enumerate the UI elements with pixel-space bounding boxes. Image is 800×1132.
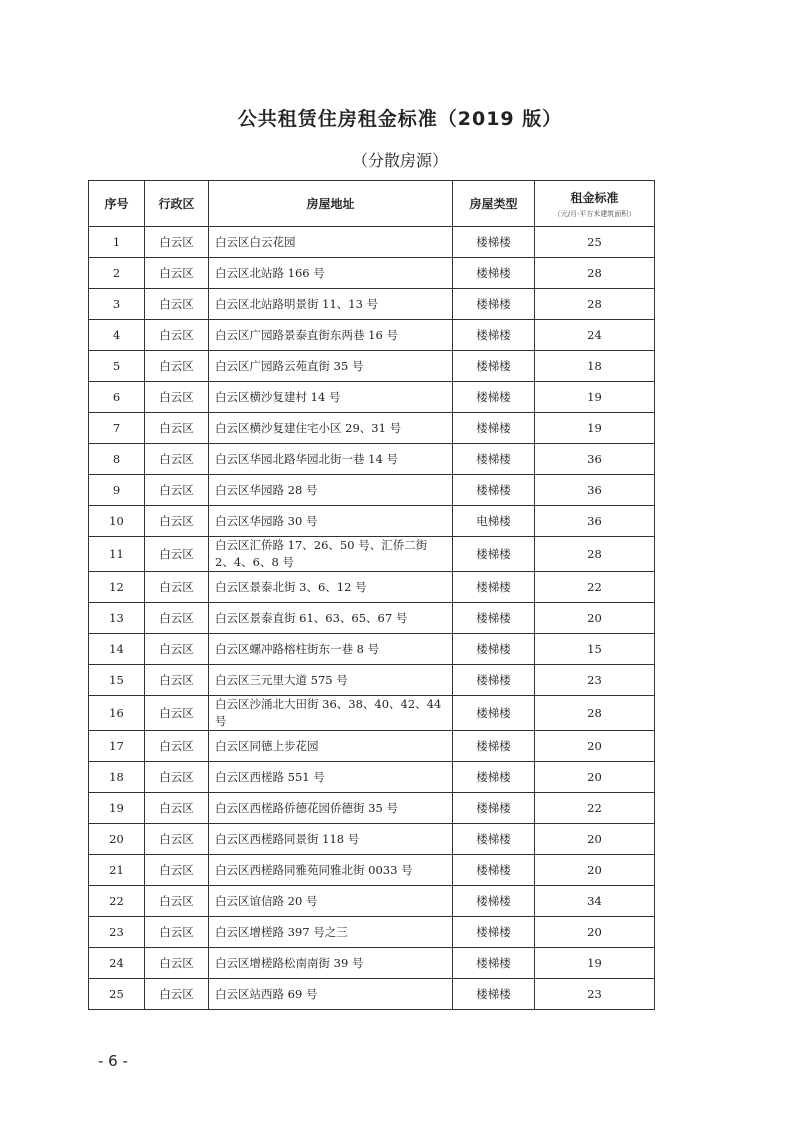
cell-address: 白云区同德上步花园 xyxy=(209,731,453,762)
cell-district: 白云区 xyxy=(145,979,209,1010)
cell-rent: 28 xyxy=(535,289,655,320)
cell-seq: 11 xyxy=(89,537,145,572)
table-row xyxy=(89,258,655,289)
cell-address: 白云区增槎路 397 号之三 xyxy=(209,917,453,948)
cell-seq: 4 xyxy=(89,320,145,351)
header-seq: 序号 xyxy=(89,181,145,227)
header-district: 行政区 xyxy=(145,181,209,227)
cell-address: 白云区三元里大道 575 号 xyxy=(209,665,453,696)
cell-district: 白云区 xyxy=(145,917,209,948)
page-number: - 6 - xyxy=(98,1052,128,1070)
table-row xyxy=(89,475,655,506)
cell-district: 白云区 xyxy=(145,227,209,258)
cell-rent: 36 xyxy=(535,506,655,537)
table-row xyxy=(89,413,655,444)
table-row xyxy=(89,444,655,475)
cell-type: 楼梯楼 xyxy=(453,289,535,320)
cell-district: 白云区 xyxy=(145,537,209,572)
table-row xyxy=(89,382,655,413)
cell-address: 白云区增槎路松南南街 39 号 xyxy=(209,948,453,979)
cell-rent: 22 xyxy=(535,793,655,824)
cell-rent: 22 xyxy=(535,572,655,603)
cell-district: 白云区 xyxy=(145,886,209,917)
cell-type: 楼梯楼 xyxy=(453,917,535,948)
cell-seq: 13 xyxy=(89,603,145,634)
cell-address: 白云区广园路云苑直街 35 号 xyxy=(209,351,453,382)
cell-type: 楼梯楼 xyxy=(453,731,535,762)
cell-seq: 3 xyxy=(89,289,145,320)
cell-seq: 2 xyxy=(89,258,145,289)
cell-district: 白云区 xyxy=(145,855,209,886)
table-row xyxy=(89,537,655,572)
table-row xyxy=(89,979,655,1010)
cell-type: 楼梯楼 xyxy=(453,572,535,603)
cell-address: 白云区华园北路华园北街一巷 14 号 xyxy=(209,444,453,475)
cell-address: 白云区白云花园 xyxy=(209,227,453,258)
table-row xyxy=(89,351,655,382)
cell-district: 白云区 xyxy=(145,475,209,506)
cell-rent: 23 xyxy=(535,979,655,1010)
cell-district: 白云区 xyxy=(145,793,209,824)
table-row xyxy=(89,793,655,824)
table-row xyxy=(89,572,655,603)
cell-rent: 20 xyxy=(535,762,655,793)
cell-type: 楼梯楼 xyxy=(453,696,535,731)
cell-type: 楼梯楼 xyxy=(453,351,535,382)
table-row xyxy=(89,696,655,731)
cell-seq: 24 xyxy=(89,948,145,979)
cell-type: 楼梯楼 xyxy=(453,634,535,665)
document-title: 公共租赁住房租金标准（2019 版） xyxy=(237,108,563,130)
cell-rent: 20 xyxy=(535,603,655,634)
header-rent-unit: （元/月·平方米建筑面积） xyxy=(553,209,636,218)
table-row xyxy=(89,886,655,917)
cell-address: 白云区西槎路 551 号 xyxy=(209,762,453,793)
cell-district: 白云区 xyxy=(145,351,209,382)
cell-rent: 20 xyxy=(535,731,655,762)
cell-type: 楼梯楼 xyxy=(453,855,535,886)
cell-seq: 12 xyxy=(89,572,145,603)
cell-type: 电梯楼 xyxy=(453,506,535,537)
cell-seq: 7 xyxy=(89,413,145,444)
cell-district: 白云区 xyxy=(145,634,209,665)
cell-seq: 22 xyxy=(89,886,145,917)
table-row xyxy=(89,855,655,886)
cell-address: 白云区广园路景泰直街东两巷 16 号 xyxy=(209,320,453,351)
cell-seq: 23 xyxy=(89,917,145,948)
cell-seq: 5 xyxy=(89,351,145,382)
cell-type: 楼梯楼 xyxy=(453,824,535,855)
table-row xyxy=(89,762,655,793)
cell-type: 楼梯楼 xyxy=(453,665,535,696)
cell-district: 白云区 xyxy=(145,603,209,634)
cell-address: 白云区西槎路同雅苑同雅北街 0033 号 xyxy=(209,855,453,886)
cell-seq: 18 xyxy=(89,762,145,793)
cell-type: 楼梯楼 xyxy=(453,886,535,917)
cell-seq: 20 xyxy=(89,824,145,855)
cell-rent: 19 xyxy=(535,382,655,413)
header-address: 房屋地址 xyxy=(209,181,453,227)
table-row xyxy=(89,320,655,351)
table-row xyxy=(89,603,655,634)
cell-type: 楼梯楼 xyxy=(453,320,535,351)
cell-type: 楼梯楼 xyxy=(453,948,535,979)
cell-rent: 20 xyxy=(535,917,655,948)
cell-district: 白云区 xyxy=(145,382,209,413)
cell-address: 白云区华园路 30 号 xyxy=(209,506,453,537)
cell-district: 白云区 xyxy=(145,572,209,603)
rent-table xyxy=(88,180,655,1010)
cell-district: 白云区 xyxy=(145,824,209,855)
cell-district: 白云区 xyxy=(145,762,209,793)
cell-type: 楼梯楼 xyxy=(453,258,535,289)
cell-address: 白云区西槎路侨德花园侨德街 35 号 xyxy=(209,793,453,824)
cell-rent: 28 xyxy=(535,537,655,572)
cell-type: 楼梯楼 xyxy=(453,979,535,1010)
cell-address: 白云区站西路 69 号 xyxy=(209,979,453,1010)
cell-address: 白云区华园路 28 号 xyxy=(209,475,453,506)
table-row xyxy=(89,824,655,855)
document-subtitle: （分散房源） xyxy=(351,151,448,170)
cell-type: 楼梯楼 xyxy=(453,227,535,258)
cell-rent: 34 xyxy=(535,886,655,917)
cell-address: 白云区北站路 166 号 xyxy=(209,258,453,289)
cell-district: 白云区 xyxy=(145,289,209,320)
cell-address: 白云区谊信路 20 号 xyxy=(209,886,453,917)
cell-address: 白云区横沙复建村 14 号 xyxy=(209,382,453,413)
cell-district: 白云区 xyxy=(145,506,209,537)
cell-rent: 18 xyxy=(535,351,655,382)
cell-rent: 28 xyxy=(535,696,655,731)
cell-rent: 24 xyxy=(535,320,655,351)
cell-address: 白云区景泰直街 61、63、65、67 号 xyxy=(209,603,453,634)
cell-rent: 23 xyxy=(535,665,655,696)
cell-rent: 25 xyxy=(535,227,655,258)
table-row xyxy=(89,731,655,762)
cell-district: 白云区 xyxy=(145,731,209,762)
cell-district: 白云区 xyxy=(145,665,209,696)
cell-seq: 14 xyxy=(89,634,145,665)
table-row xyxy=(89,506,655,537)
table-row xyxy=(89,665,655,696)
table-row xyxy=(89,634,655,665)
cell-type: 楼梯楼 xyxy=(453,475,535,506)
table-row xyxy=(89,948,655,979)
table-row xyxy=(89,289,655,320)
cell-rent: 36 xyxy=(535,444,655,475)
cell-type: 楼梯楼 xyxy=(453,537,535,572)
cell-rent: 28 xyxy=(535,258,655,289)
cell-seq: 10 xyxy=(89,506,145,537)
cell-district: 白云区 xyxy=(145,444,209,475)
cell-rent: 20 xyxy=(535,855,655,886)
cell-rent: 20 xyxy=(535,824,655,855)
cell-seq: 9 xyxy=(89,475,145,506)
cell-rent: 19 xyxy=(535,413,655,444)
cell-address: 白云区北站路明景街 11、13 号 xyxy=(209,289,453,320)
cell-address: 白云区螺冲路榕柱街东一巷 8 号 xyxy=(209,634,453,665)
cell-district: 白云区 xyxy=(145,320,209,351)
table-row xyxy=(89,227,655,258)
cell-seq: 1 xyxy=(89,227,145,258)
cell-type: 楼梯楼 xyxy=(453,603,535,634)
cell-seq: 6 xyxy=(89,382,145,413)
cell-seq: 15 xyxy=(89,665,145,696)
cell-address: 白云区汇侨路 17、26、50 号、汇侨二街 2、4、6、8 号 xyxy=(209,537,453,572)
cell-seq: 19 xyxy=(89,793,145,824)
cell-seq: 21 xyxy=(89,855,145,886)
cell-rent: 15 xyxy=(535,634,655,665)
cell-type: 楼梯楼 xyxy=(453,444,535,475)
cell-district: 白云区 xyxy=(145,413,209,444)
cell-address: 白云区景泰北街 3、6、12 号 xyxy=(209,572,453,603)
cell-district: 白云区 xyxy=(145,258,209,289)
cell-seq: 8 xyxy=(89,444,145,475)
cell-address: 白云区横沙复建住宅小区 29、31 号 xyxy=(209,413,453,444)
header-rent xyxy=(535,181,655,227)
header-type: 房屋类型 xyxy=(453,181,535,227)
cell-type: 楼梯楼 xyxy=(453,413,535,444)
cell-seq: 17 xyxy=(89,731,145,762)
cell-rent: 36 xyxy=(535,475,655,506)
cell-type: 楼梯楼 xyxy=(453,382,535,413)
cell-seq: 25 xyxy=(89,979,145,1010)
cell-type: 楼梯楼 xyxy=(453,793,535,824)
cell-address: 白云区西槎路同景街 118 号 xyxy=(209,824,453,855)
table-row xyxy=(89,917,655,948)
cell-address: 白云区沙涌北大田街 36、38、40、42、44 号 xyxy=(209,696,453,731)
cell-rent: 19 xyxy=(535,948,655,979)
cell-seq: 16 xyxy=(89,696,145,731)
table-header-row xyxy=(89,181,655,227)
cell-district: 白云区 xyxy=(145,948,209,979)
header-rent-label: 租金标准 xyxy=(570,190,619,205)
cell-district: 白云区 xyxy=(145,696,209,731)
cell-type: 楼梯楼 xyxy=(453,762,535,793)
